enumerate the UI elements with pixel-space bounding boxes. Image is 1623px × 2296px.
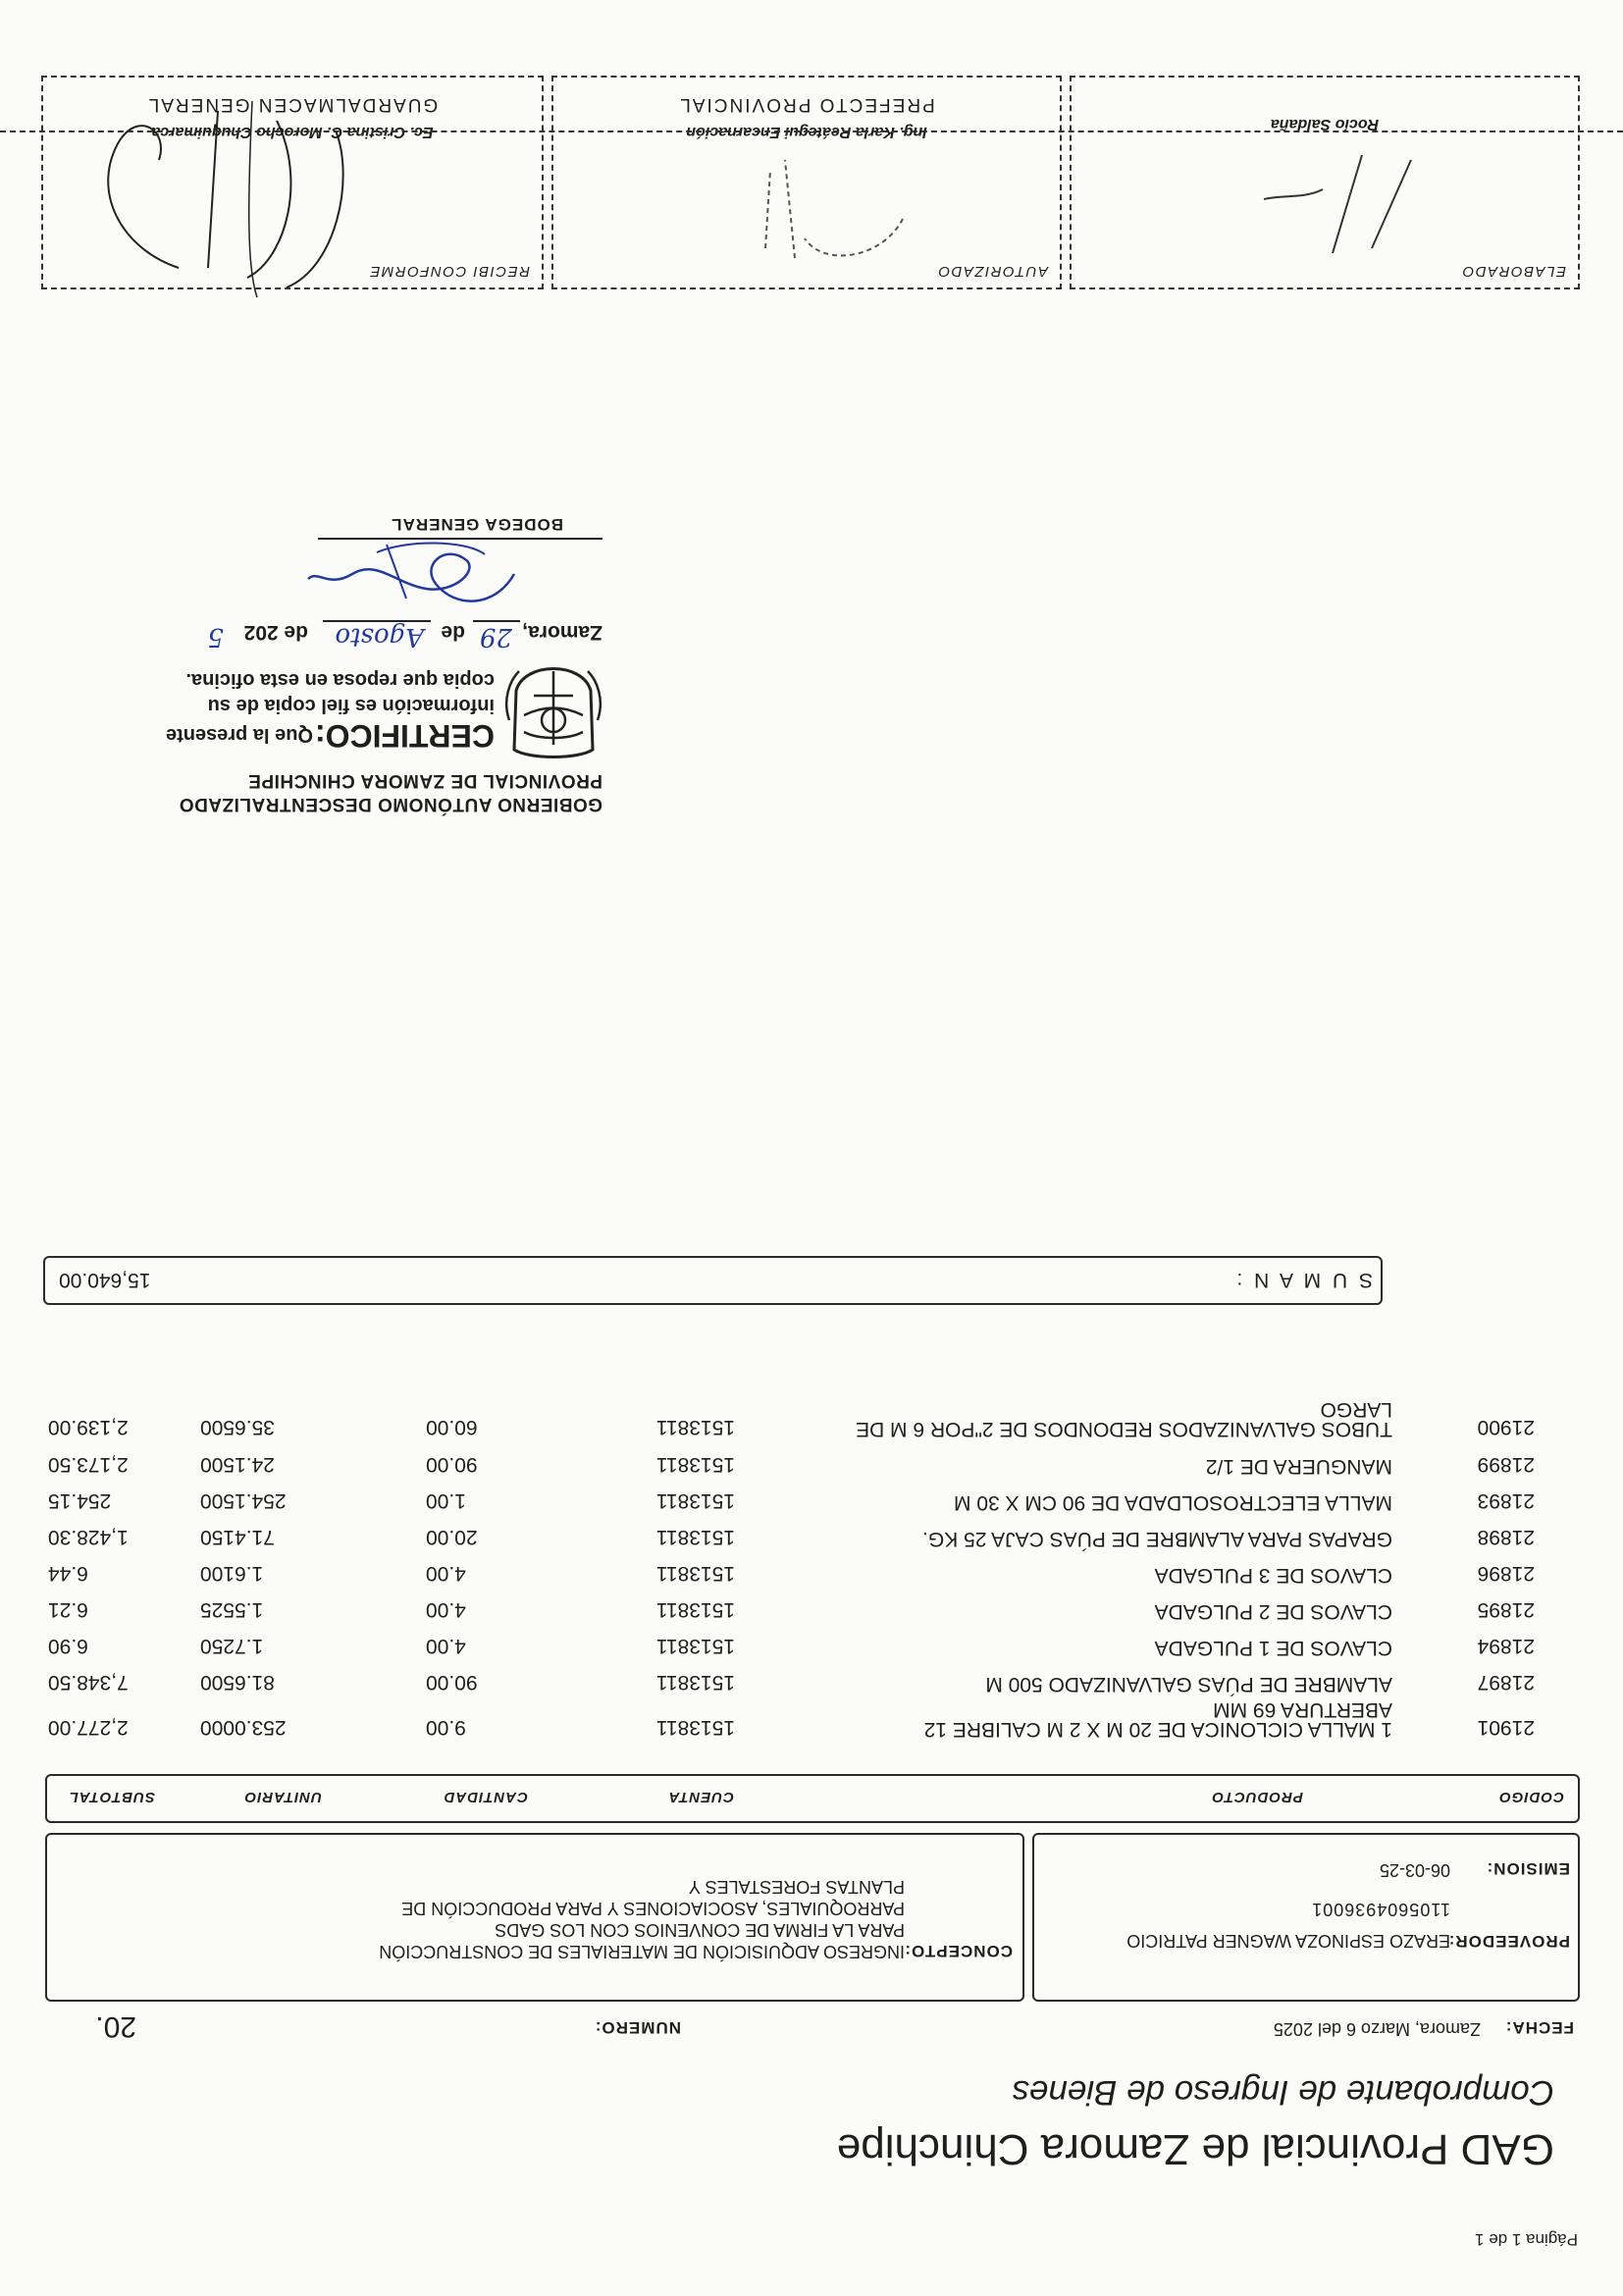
autorizado-position: PREFECTO PROVINCIAL — [678, 94, 935, 115]
bodega-line — [318, 538, 602, 540]
proveedor-box — [1032, 1833, 1580, 2002]
row-cuenta: 1513811 — [655, 1716, 735, 1739]
numero-label: NUMERO: — [594, 2018, 681, 2037]
row-unitario: 253.0000 — [200, 1716, 287, 1739]
table-row — [43, 1656, 1554, 1694]
bodega-signature-icon — [298, 535, 524, 613]
row-cantidad: 60.00 — [426, 1416, 478, 1438]
row-producto: GRAPAS PARA ALAMBRE DE PÚAS CAJA 25 KG. — [922, 1528, 1392, 1550]
concepto-value: INGRESO ADQUISICIÓN DE MATERIALES DE CONSTRUCCIÓN PARA LA FIRMA DE CONVENIOS CON LOS GADS PARROQUIALES, ASOCIACIONES Y PARA PRODUCCIÓN DE PLANTAS FORESTALES Y — [379, 1877, 905, 1961]
emision-label: EMISION: — [1486, 1859, 1570, 1878]
row-unitario: 81.6500 — [200, 1671, 275, 1694]
table-header — [45, 1774, 1580, 1823]
col-producto-header: PRODUCTO — [1211, 1789, 1303, 1805]
row-unitario: 71.4150 — [200, 1526, 275, 1548]
row-cuenta: 1513811 — [655, 1562, 735, 1585]
row-unitario: 1.7250 — [200, 1635, 264, 1657]
proveedor-value: ERAZO ESPINOZA WAGNER PATRICIO — [1126, 1931, 1450, 1951]
bodega-label: BODEGA GENERAL — [391, 515, 563, 534]
proveedor-ruc: 1105604936001 — [1311, 1900, 1450, 1919]
emision-value: 06-03-25 — [1379, 1860, 1450, 1880]
row-cuenta: 1513811 — [655, 1671, 735, 1694]
col-subtotal-header: SUBTOTAL — [68, 1789, 155, 1805]
fecha-value: Zamora, Marzo 6 del 2025 — [1273, 2019, 1481, 2039]
cert-line2: PROVINCIAL DE ZAMORA CHINCHIPE — [247, 770, 602, 791]
row-producto: ALAMBRE DE PÚAS GALVANIZADO 500 M — [985, 1673, 1392, 1696]
cert-line1: GOBIERNO AUTÓNOMO DESCENTRALIZADO — [179, 794, 602, 814]
concepto-label: CONCEPTO: — [904, 1942, 1013, 1960]
elaborado-name: Rocío Saldaña — [1270, 116, 1380, 132]
elaborado-signature-icon — [1215, 150, 1431, 268]
autorizado-signature-icon — [667, 150, 942, 278]
row-cantidad: 4.00 — [426, 1635, 466, 1657]
elaborado-box — [1070, 76, 1580, 289]
row-codigo: 21895 — [1477, 1598, 1535, 1621]
cert-de2: de 202 — [243, 621, 308, 644]
row-cantidad: 90.00 — [426, 1453, 478, 1476]
certifico-label: CERTIFICO: — [314, 718, 495, 754]
row-cantidad: 20.00 — [426, 1526, 478, 1548]
row-codigo: 21893 — [1477, 1489, 1535, 1512]
table-row — [43, 1547, 1554, 1585]
row-codigo: 21897 — [1477, 1671, 1535, 1694]
cert-text3: copia que reposa en esta oficina. — [185, 669, 495, 691]
table-row — [43, 1398, 1554, 1440]
recibi-conforme-label: RECIBI CONFORME — [368, 263, 530, 280]
proveedor-label: PROVEEDOR: — [1447, 1932, 1570, 1951]
numero-value: 20. — [95, 2010, 136, 2043]
day-underline — [473, 620, 520, 622]
row-unitario: 254.1500 — [200, 1489, 287, 1512]
cert-year-digit: 5 — [207, 622, 224, 652]
row-subtotal: 7,348.50 — [48, 1671, 129, 1694]
row-codigo: 21901 — [1477, 1716, 1535, 1739]
col-unitario-header: UNITARIO — [243, 1789, 322, 1805]
month-underline — [323, 620, 431, 622]
row-subtotal: 6.44 — [48, 1562, 88, 1585]
cert-day: 29 — [479, 622, 512, 652]
row-producto: CLAVOS DE 2 PULGADA — [1154, 1600, 1392, 1623]
row-cuenta: 1513811 — [655, 1453, 735, 1476]
recibi-name: Ec. Cristina C. Morocho Chuquimarca — [151, 124, 434, 140]
concepto-box — [45, 1833, 1024, 2002]
table-row — [43, 1584, 1554, 1621]
cut-line — [0, 130, 1623, 132]
cert-zamora: Zamora, — [522, 621, 602, 644]
page-number: Página 1 de 1 — [1475, 2230, 1578, 2249]
col-cantidad-header: CANTIDAD — [443, 1789, 528, 1805]
row-unitario: 24.1500 — [200, 1453, 275, 1476]
cert-month: Agosto — [335, 622, 424, 652]
row-cantidad: 4.00 — [426, 1562, 466, 1585]
elaborado-label: ELABORADO — [1461, 263, 1566, 280]
row-cantidad: 9.00 — [426, 1716, 466, 1739]
suman-label: S U M A N : — [1233, 1269, 1373, 1291]
row-subtotal: 1,428.30 — [48, 1526, 129, 1548]
row-subtotal: 6.21 — [48, 1598, 88, 1621]
row-producto: 1 MALLA CICLONICA DE 20 M X 2 M CALIBRE 12 ABERTURA 69 MM — [923, 1698, 1392, 1741]
table-row — [43, 1438, 1554, 1476]
row-cuenta: 1513811 — [655, 1635, 735, 1657]
document-title: Comprobante de Ingreso de Bienes — [1012, 2073, 1554, 2112]
autorizado-label: AUTORIZADO — [936, 263, 1048, 280]
autorizado-name: Ing. Karla Reátegui Encarnación — [686, 124, 927, 140]
row-cuenta: 1513811 — [655, 1416, 735, 1438]
table-row — [43, 1511, 1554, 1548]
row-subtotal: 6.90 — [48, 1635, 88, 1657]
cert-text2: información es fiel copia de su — [207, 695, 495, 716]
recibi-conforme-box — [41, 76, 544, 289]
row-subtotal: 2,277.00 — [48, 1716, 129, 1739]
suman-total: 15,640.00 — [59, 1269, 151, 1291]
row-unitario: 1.5525 — [200, 1598, 264, 1621]
table-row — [43, 1698, 1554, 1741]
row-producto: CLAVOS DE 1 PULGADA — [1154, 1637, 1392, 1659]
row-subtotal: 2,139.00 — [48, 1416, 129, 1438]
row-cuenta: 1513811 — [655, 1526, 735, 1548]
col-cuenta-header: CUENTA — [667, 1789, 734, 1805]
table-row — [43, 1475, 1554, 1512]
provincial-seal-icon — [504, 642, 602, 759]
row-producto: MALLA ELECTROSOLDADA DE 90 CM X 30 M — [954, 1491, 1392, 1514]
table-row — [43, 1620, 1554, 1657]
row-unitario: 35.6500 — [200, 1416, 275, 1438]
row-cuenta: 1513811 — [655, 1598, 735, 1621]
row-subtotal: 2,173.50 — [48, 1453, 129, 1476]
fecha-label: FECHA: — [1504, 2018, 1574, 2037]
recibi-position: GUARDALMACEN GENERAL — [146, 94, 439, 115]
row-cantidad: 1.00 — [426, 1489, 466, 1512]
row-cuenta: 1513811 — [655, 1489, 735, 1512]
cert-de1: de — [441, 621, 465, 644]
row-unitario: 1.6100 — [200, 1562, 264, 1585]
suman-box — [43, 1256, 1383, 1305]
row-codigo: 21894 — [1477, 1635, 1535, 1657]
row-subtotal: 254.15 — [48, 1489, 112, 1512]
cert-text1: Que la presente — [165, 724, 313, 746]
row-codigo: 21900 — [1477, 1416, 1535, 1438]
row-producto: MANGUERA DE 1/2 — [1205, 1455, 1392, 1478]
organization-title: GAD Provincial de Zamora Chinchipe — [836, 2125, 1554, 2173]
row-producto: TUBOS GALVANIZADOS REDONDOS DE 2"POR 6 M DE LARGO — [856, 1398, 1392, 1440]
col-codigo-header: CODIGO — [1498, 1789, 1564, 1805]
autorizado-box — [551, 76, 1062, 289]
row-codigo: 21899 — [1477, 1453, 1535, 1476]
row-codigo: 21896 — [1477, 1562, 1535, 1585]
row-cantidad: 4.00 — [426, 1598, 466, 1621]
row-cantidad: 90.00 — [426, 1671, 478, 1694]
row-producto: CLAVOS DE 3 PULGADA — [1154, 1564, 1392, 1587]
row-codigo: 21898 — [1477, 1526, 1535, 1548]
